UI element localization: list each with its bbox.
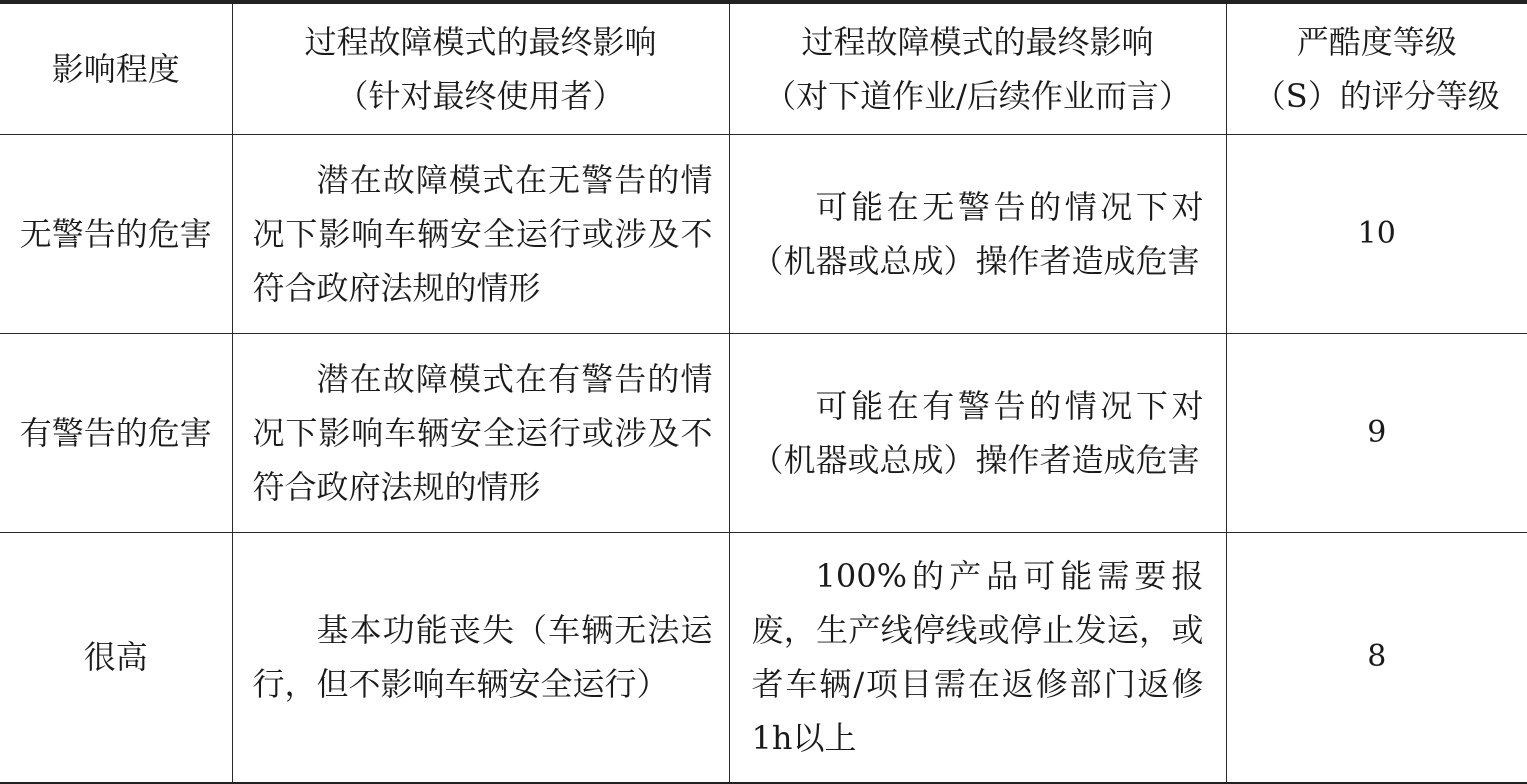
- header-row: [0, 2, 1527, 134]
- header-severity-rating: 严酷度等级 （S）的评分等级: [1226, 2, 1527, 134]
- next-operation-effect-cell: 可能在有警告的情况下对（机器或总成）操作者造成危害: [729, 333, 1226, 532]
- end-user-effect-cell: 基本功能丧失（车辆无法运行，但不影响车辆安全运行）: [232, 532, 729, 783]
- severity-rating-cell: 10: [1226, 134, 1527, 333]
- impact-degree-cell: 有警告的危害: [0, 333, 232, 532]
- table-row: [0, 532, 1527, 783]
- severity-rating-cell: 9: [1226, 333, 1527, 532]
- severity-rating-cell: 8: [1226, 532, 1527, 783]
- next-operation-effect-cell: 100%的产品可能需要报废，生产线停线或停止发运，或者车辆/项目需在返修部门返修1h以上: [729, 532, 1226, 783]
- table-row: [0, 134, 1527, 333]
- impact-degree-cell: 无警告的危害: [0, 134, 232, 333]
- impact-degree-cell: 很高: [0, 532, 232, 783]
- header-end-user-effect: 过程故障模式的最终影响 （针对最终使用者）: [232, 2, 729, 134]
- header-next-operation-effect: 过程故障模式的最终影响 （对下道作业/后续作业而言）: [729, 2, 1226, 134]
- end-user-effect-cell: 潜在故障模式在无警告的情况下影响车辆安全运行或涉及不符合政府法规的情形: [232, 134, 729, 333]
- header-impact-degree: 影响程度: [0, 2, 232, 134]
- table-row: [0, 333, 1527, 532]
- end-user-effect-cell: 潜在故障模式在有警告的情况下影响车辆安全运行或涉及不符合政府法规的情形: [232, 333, 729, 532]
- next-operation-effect-cell: 可能在无警告的情况下对（机器或总成）操作者造成危害: [729, 134, 1226, 333]
